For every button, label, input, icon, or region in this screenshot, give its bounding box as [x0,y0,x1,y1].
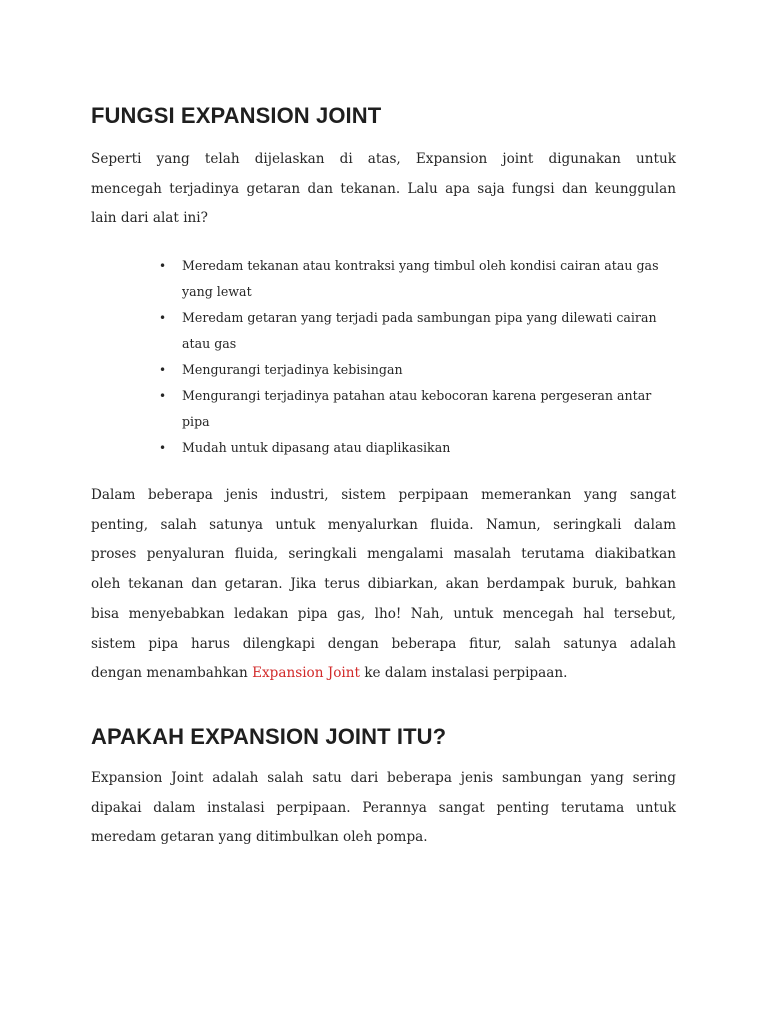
definition-line: Expansion Joint adalah salah satu dari beberapa jenis sambungan yang sering [91,770,676,786]
list-item [158,305,678,357]
section-heading-fungsi: FUNGSI EXPANSION JOINT [91,103,382,128]
body-text: ke dalam instalasi perpipaan. [360,665,568,682]
bullet-icon: • [159,311,167,325]
body-line: proses penyaluran fluida, seringkali mengalami masalah terutama diakibatkan [91,546,676,563]
list-item [158,435,678,461]
list-item [158,253,678,305]
body-line: oleh tekanan dan getaran. Jika terus dibiarkan, akan berdampak buruk, bahkan [91,576,676,593]
body-line: Dalam beberapa jenis industri, sistem perpipaan memerankan yang sangat [91,487,676,503]
intro-line: Seperti yang telah dijelaskan di atas, Expansion joint digunakan untuk [91,151,676,167]
intro-paragraph [91,145,676,234]
list-item [158,357,678,383]
definition-line: meredam getaran yang ditimbulkan oleh pompa. [91,829,428,846]
list-item-text: Meredam tekanan atau kontraksi yang timbul oleh kondisi cairan atau gas yang lewat [182,258,659,299]
list-item-text: Mengurangi terjadinya kebisingan [182,362,403,377]
section-heading-apakah: APAKAH EXPANSION JOINT ITU? [91,724,447,749]
bullet-icon: • [159,389,167,403]
intro-line: lain dari alat ini? [91,210,208,227]
body-line: bisa menyebabkan ledakan pipa gas, lho! Nah, untuk mencegah hal tersebut, [91,605,676,622]
body-text: dengan menambahkan [91,665,253,682]
list-item-text: Mudah untuk dipasang atau diaplikasikan [182,440,451,455]
definition-paragraph [91,764,676,853]
body-line [91,659,676,689]
list-item [158,383,678,435]
body-paragraph [91,481,676,689]
functions-list [158,253,678,461]
list-item-text: Meredam getaran yang terjadi pada sambungan pipa yang dilewati cairan atau gas [182,310,657,351]
list-item-text: Mengurangi terjadinya patahan atau kebocoran karena pergeseran antar pipa [182,388,652,429]
bullet-icon: • [159,441,167,455]
body-line: penting, salah satunya untuk menyalurkan fluida. Namun, seringkali dalam [91,516,676,533]
intro-line: mencegah terjadinya getaran dan tekanan. Lalu apa saja fungsi dan keunggulan [91,180,676,197]
bullet-icon: • [159,259,167,273]
bullet-icon: • [159,363,167,377]
expansion-joint-link[interactable]: Expansion Joint [252,665,360,682]
body-line: sistem pipa harus dilengkapi dengan beberapa fitur, salah satunya adalah [91,635,676,652]
definition-line: dipakai dalam instalasi perpipaan. Perannya sangat penting terutama untuk [91,799,676,816]
